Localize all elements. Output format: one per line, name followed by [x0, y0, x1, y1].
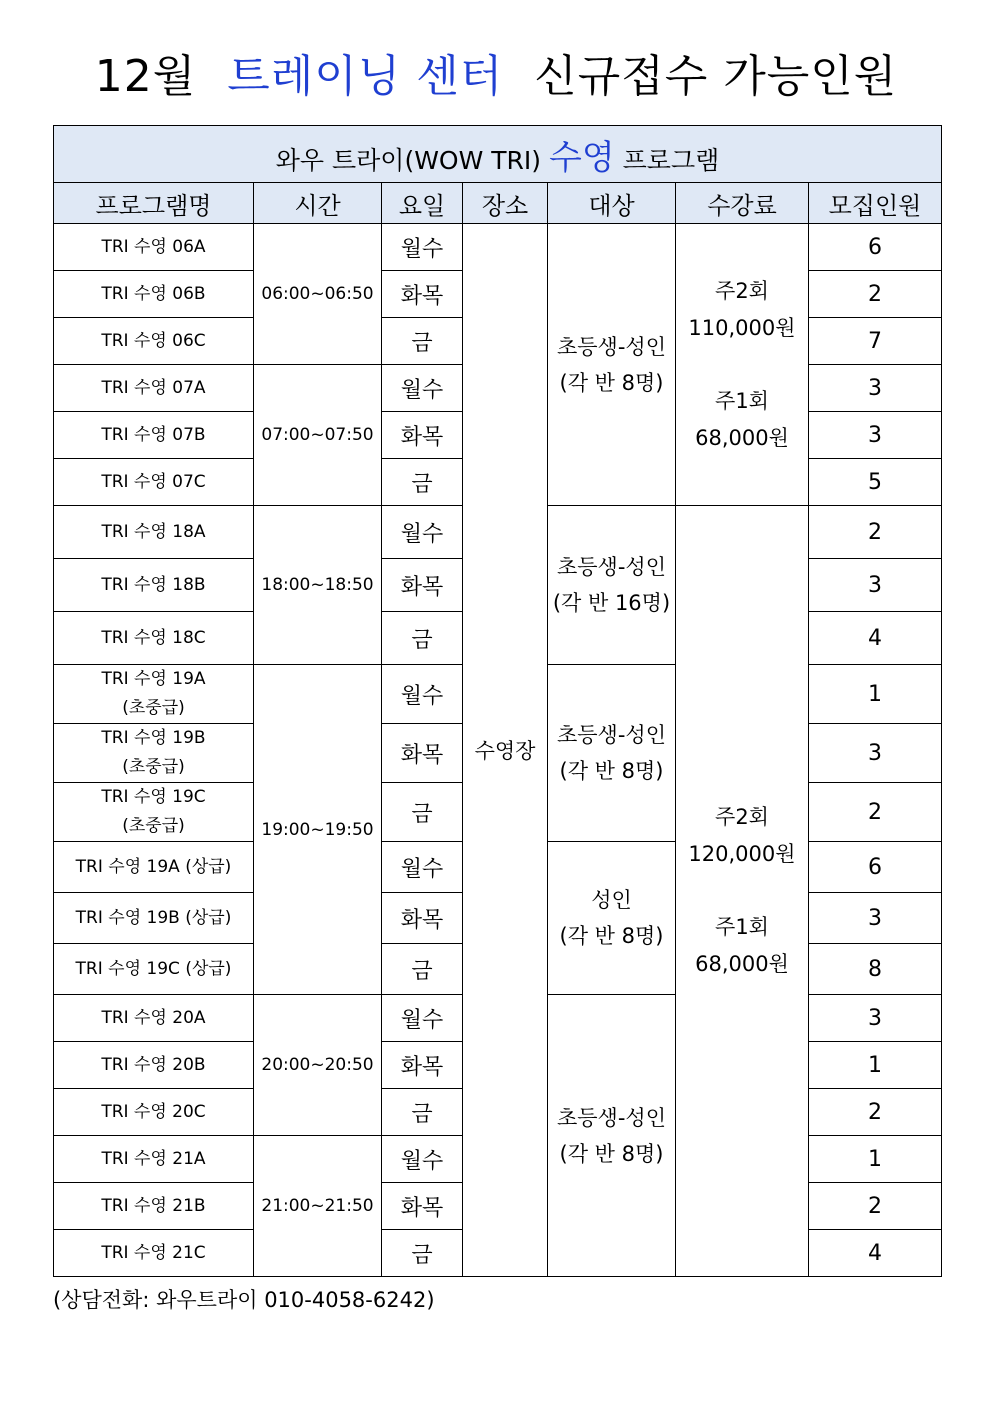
program-name: TRI 수영 18C: [54, 612, 254, 665]
count-cell: 2: [809, 783, 942, 842]
day-cell: 화목: [382, 412, 463, 459]
day-cell: 월수: [382, 365, 463, 412]
program-title: TRI 수영 19B: [101, 728, 206, 748]
day-cell: 금: [382, 612, 463, 665]
program-name: TRI 수영 20A: [54, 995, 254, 1042]
program-name: [54, 783, 254, 842]
program-name: TRI 수영 21A: [54, 1136, 254, 1183]
fee-once-price: 68,000원: [695, 425, 789, 450]
program-name: TRI 수영 06C: [54, 318, 254, 365]
target-capacity: (각 반 8명): [559, 1141, 664, 1166]
program-name: TRI 수영 19B (상급): [54, 893, 254, 944]
contact-note: (상담전화: 와우트라이 010-4058-6242): [53, 1288, 435, 1312]
fee-twice-price: 120,000원: [688, 842, 796, 866]
count-cell: 4: [809, 1230, 942, 1277]
day-cell: 금: [382, 318, 463, 365]
time-slot: 21:00~21:50: [254, 1136, 382, 1277]
title-rest: 신규접수 가능인원: [534, 51, 898, 102]
header-time: 시간: [254, 183, 382, 224]
count-cell: 3: [809, 724, 942, 783]
program-name: TRI 수영 19C (상급): [54, 944, 254, 995]
time-slot: 06:00~06:50: [254, 224, 382, 365]
day-cell: 화목: [382, 1183, 463, 1230]
count-cell: 2: [809, 1089, 942, 1136]
target-capacity: (각 반 8명): [559, 759, 664, 783]
target-line: 초등생-성인: [556, 555, 666, 579]
program-level: (초중급): [122, 757, 185, 777]
fee-twice-price: 110,000원: [688, 315, 796, 340]
target-line: 초등생-성인: [556, 723, 666, 747]
program-name: TRI 수영 20B: [54, 1042, 254, 1089]
program-banner: [54, 126, 942, 183]
time-slot: 07:00~07:50: [254, 365, 382, 506]
schedule-table: [53, 125, 942, 1277]
banner-text: 와우 트라이(WOW TRI): [275, 145, 542, 175]
title-center: 트레이닝 센터: [227, 51, 504, 102]
fee-cell: [676, 506, 809, 1277]
target-cell: [548, 506, 676, 665]
day-cell: 화목: [382, 271, 463, 318]
program-name: TRI 수영 21B: [54, 1183, 254, 1230]
count-cell: 1: [809, 1136, 942, 1183]
program-level: (초중급): [122, 816, 185, 836]
location-cell: 수영장: [463, 224, 548, 1277]
day-cell: 월수: [382, 842, 463, 893]
day-cell: 월수: [382, 995, 463, 1042]
count-cell: 4: [809, 612, 942, 665]
count-cell: 3: [809, 365, 942, 412]
target-cell: [548, 995, 676, 1277]
day-cell: 화목: [382, 559, 463, 612]
fee-twice-label: 주2회: [715, 278, 769, 303]
program-name: TRI 수영 07A: [54, 365, 254, 412]
target-cell: [548, 665, 676, 842]
count-cell: 3: [809, 412, 942, 459]
time-slot: 18:00~18:50: [254, 506, 382, 665]
day-cell: 금: [382, 1230, 463, 1277]
fee-once-label: 주1회: [715, 388, 769, 413]
target-cell: [548, 224, 676, 506]
program-name: TRI 수영 06B: [54, 271, 254, 318]
target-cell: [548, 842, 676, 995]
day-cell: 월수: [382, 665, 463, 724]
target-line: 초등생-성인: [556, 334, 666, 359]
count-cell: 1: [809, 1042, 942, 1089]
target-capacity: (각 반 8명): [559, 370, 664, 395]
header-program: 프로그램명: [54, 183, 254, 224]
count-cell: 2: [809, 271, 942, 318]
count-cell: 3: [809, 995, 942, 1042]
title-month: 12월: [94, 51, 197, 102]
target-capacity: (각 반 8명): [559, 924, 664, 948]
day-cell: 화목: [382, 1042, 463, 1089]
day-cell: 금: [382, 459, 463, 506]
day-cell: 월수: [382, 506, 463, 559]
table-row: [54, 224, 942, 271]
fee-twice-label: 주2회: [715, 805, 769, 829]
day-cell: 화목: [382, 724, 463, 783]
count-cell: 6: [809, 842, 942, 893]
day-cell: 월수: [382, 224, 463, 271]
program-name: [54, 724, 254, 783]
day-cell: 월수: [382, 1136, 463, 1183]
program-name: [54, 665, 254, 724]
header-target: 대상: [548, 183, 676, 224]
program-name: TRI 수영 20C: [54, 1089, 254, 1136]
count-cell: 3: [809, 559, 942, 612]
count-cell: 7: [809, 318, 942, 365]
program-name: TRI 수영 18A: [54, 506, 254, 559]
day-cell: 금: [382, 783, 463, 842]
count-cell: 6: [809, 224, 942, 271]
header-location: 장소: [463, 183, 548, 224]
target-line: 초등생-성인: [556, 1105, 666, 1130]
count-cell: 3: [809, 893, 942, 944]
program-title: TRI 수영 19C: [101, 787, 206, 807]
time-slot: 20:00~20:50: [254, 995, 382, 1136]
day-cell: 금: [382, 1089, 463, 1136]
page-title: [0, 40, 992, 104]
program-name: TRI 수영 19A (상급): [54, 842, 254, 893]
banner-highlight: 수영: [549, 137, 615, 178]
fee-cell: [676, 224, 809, 506]
day-cell: 금: [382, 944, 463, 995]
header-fee: 수강료: [676, 183, 809, 224]
fee-once-label: 주1회: [715, 915, 769, 939]
header-count: 모집인원: [809, 183, 942, 224]
count-cell: 5: [809, 459, 942, 506]
fee-once-price: 68,000원: [695, 952, 789, 976]
program-level: (초중급): [122, 698, 185, 718]
header-day: 요일: [382, 183, 463, 224]
count-cell: 8: [809, 944, 942, 995]
count-cell: 2: [809, 1183, 942, 1230]
count-cell: 2: [809, 506, 942, 559]
target-capacity: (각 반 16명): [552, 591, 671, 615]
program-name: TRI 수영 07C: [54, 459, 254, 506]
time-slot: 19:00~19:50: [254, 665, 382, 995]
program-name: TRI 수영 07B: [54, 412, 254, 459]
day-cell: 화목: [382, 893, 463, 944]
program-title: TRI 수영 19A: [101, 669, 206, 689]
program-name: TRI 수영 18B: [54, 559, 254, 612]
program-name: TRI 수영 21C: [54, 1230, 254, 1277]
program-name: TRI 수영 06A: [54, 224, 254, 271]
target-line: 성인: [591, 888, 632, 912]
count-cell: 1: [809, 665, 942, 724]
banner-suffix: 프로그램: [622, 145, 720, 175]
header-row: [54, 183, 942, 224]
